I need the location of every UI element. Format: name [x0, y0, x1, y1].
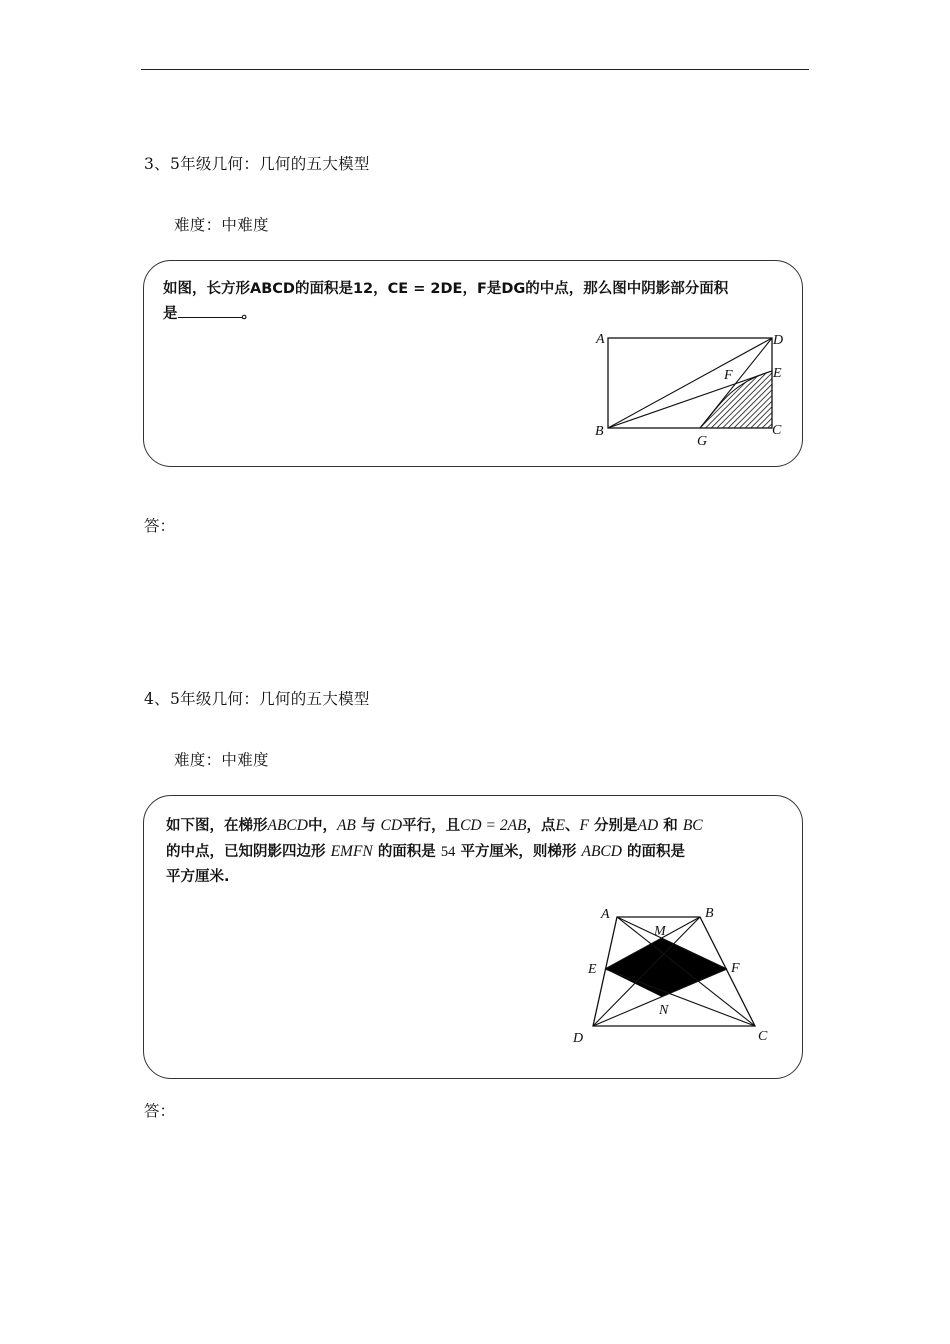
label-b: B — [705, 906, 714, 921]
q4-l2-t3: 平方厘米，则梯形 — [460, 844, 577, 860]
q4-l2-t1: 的中点，已知阴影四边形 — [166, 844, 326, 860]
question-3-line-2 — [163, 302, 256, 327]
question-4-line-1 — [166, 813, 703, 839]
q4-l1-m5: E — [555, 817, 565, 834]
q3-line2-prefix: 是 — [163, 306, 178, 322]
question-4-difficulty: 难度：中难度 — [174, 751, 269, 769]
answer-blank — [178, 303, 242, 318]
label-b: B — [595, 424, 604, 439]
q4-l2-t2: 的面积是 — [377, 844, 436, 860]
question-3-title: 3、5年级几何：几何的五大模型 — [144, 155, 370, 173]
q4-l1-t1: 如下图，在梯形 — [166, 818, 268, 834]
header-rule — [141, 69, 809, 70]
q4-l2-m1: EMFN — [330, 843, 373, 860]
label-e: E — [773, 366, 782, 381]
q4-l1-t6: 、 — [564, 818, 580, 834]
label-g: G — [697, 434, 708, 449]
shaded-region — [700, 371, 772, 428]
label-f: F — [731, 961, 740, 976]
trapezoid-figure — [565, 900, 785, 1050]
question-4-line-2 — [166, 839, 685, 865]
label-a: A — [596, 332, 605, 347]
label-d: D — [573, 1031, 584, 1046]
q4-l1-t2: 中， — [307, 818, 337, 834]
question-3-answer-label: 答： — [144, 517, 176, 535]
label-a: A — [601, 907, 610, 922]
q4-l1-m4: CD = 2AB — [460, 817, 527, 834]
question-3-line-1: 如图，长方形ABCD的面积是12，CE = 2DE，F是DG的中点，那么图中阴影部分面积 — [163, 281, 729, 297]
rectangle-figure — [590, 328, 790, 450]
question-3-difficulty: 难度：中难度 — [174, 216, 269, 234]
q4-l1-m6: F — [579, 817, 589, 834]
shaded-quadrilateral-emfn — [605, 938, 727, 997]
q4-l1-t5: ，点 — [526, 818, 556, 834]
label-d: D — [773, 333, 784, 348]
q4-l1-m8: BC — [682, 817, 703, 834]
label-m: M — [654, 924, 666, 939]
question-4-answer-label: 答： — [144, 1102, 176, 1120]
label-c: C — [758, 1029, 768, 1044]
q4-l1-t7: 分别是 — [594, 818, 638, 834]
q4-l1-m7: AD — [637, 817, 659, 834]
label-n: N — [659, 1003, 669, 1018]
question-4-title: 4、5年级几何：几何的五大模型 — [144, 690, 370, 708]
q4-l1-m3: CD — [380, 817, 403, 834]
label-f: F — [724, 368, 733, 383]
q3-line2-suffix: 。 — [241, 306, 256, 322]
q4-l1-m1: ABCD — [267, 817, 308, 834]
label-c: C — [772, 423, 782, 438]
q4-l2-t4: 的面积是 — [627, 844, 686, 860]
q4-l2-n1: 54 — [440, 844, 456, 860]
q4-l1-t4: 平行，且 — [402, 818, 461, 834]
q4-l1-t3: 与 — [360, 818, 376, 834]
q4-l1-m2: AB — [336, 817, 356, 834]
label-e: E — [588, 962, 597, 977]
q4-l2-m2: ABCD — [581, 843, 622, 860]
question-4-line-3: 平方厘米. — [166, 869, 230, 885]
q4-l1-t8: 和 — [663, 818, 678, 834]
